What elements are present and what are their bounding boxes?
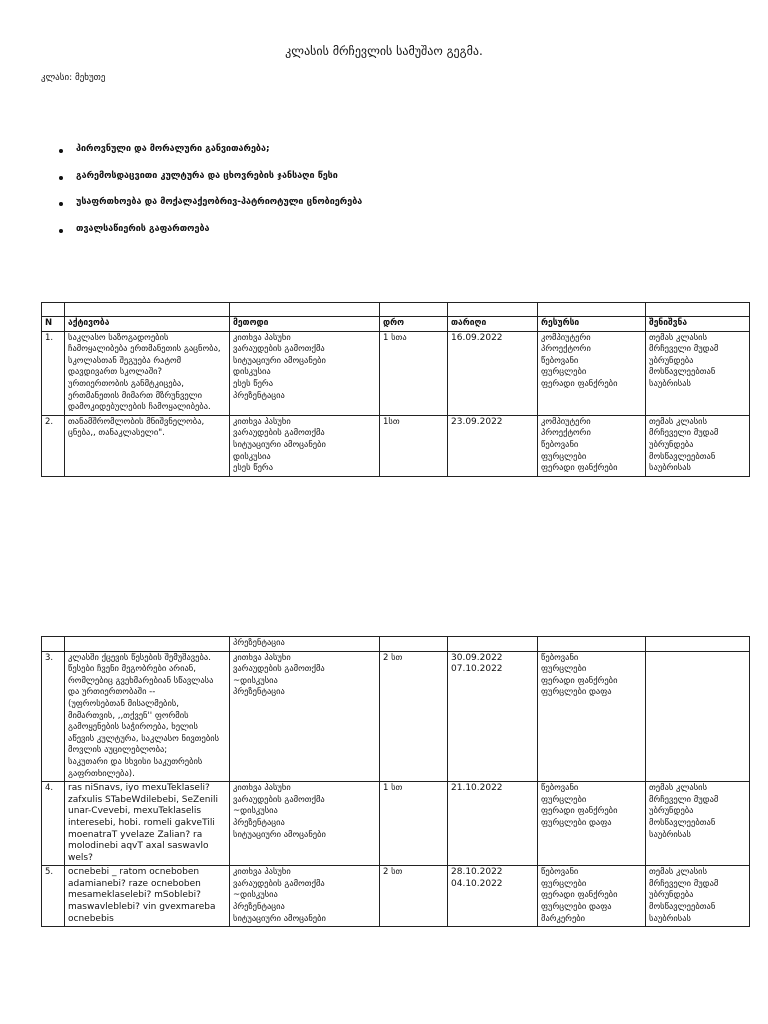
row-resource: კომპიუტერი პროექტორი წებოვანი ფურცლები ფერადი ფანქრები [538, 331, 646, 415]
goal-item: თვალსაწიერის გაფართოება [56, 224, 362, 251]
row-time: 2 სთ [380, 651, 448, 782]
row-number: 5. [42, 866, 65, 927]
row-activity: თანამშრომლობის მნიშვნელობა, ცნება,, თანაკლასელი". [65, 415, 230, 476]
row-date: 23.09.2022 [448, 415, 538, 476]
table-row [42, 782, 750, 866]
row-resource: წებოვანი ფურცლები ფერადი ფანქრები ფურცლები დაფა [538, 782, 646, 866]
table-row [42, 415, 750, 476]
row-note: თემას კლასის მრჩეველი მუდამ უბრუნდება მოსწავლეებთან საუბრისას [646, 782, 750, 866]
row-note: თემას კლასის მრჩეველი მუდამ უბრუნდება მოსწავლეებთან საუბრისას [646, 331, 750, 415]
row-method: კითხვა პასუხი ვარაუდების გამოთქმა სიტუაციური ამოცანები დისკუსია ესეს წერა პრეზენტაცია [230, 331, 380, 415]
row-method: კითხვა პასუხი ვარაუდების გამოთქმა ~დისკუსია პრეზენტაცია სიტუაციური ამოცანები [230, 866, 380, 927]
row-date: 28.10.2022 04.10.2022 [448, 866, 538, 927]
row-resource: წებოვანი ფურცლები ფერადი ფანქრები ფურცლები დაფა მარკერები [538, 866, 646, 927]
row-time: 1 სთა [380, 331, 448, 415]
header-note: შენიშვნა [646, 317, 750, 332]
table-header-row [42, 317, 750, 332]
table-continuation-row [42, 637, 750, 652]
row-note: თემას კლასის მრჩეველი მუდამ უბრუნდება მოსწავლეებთან საუბრისას [646, 415, 750, 476]
row-number: 3. [42, 651, 65, 782]
row-number: 1. [42, 331, 65, 415]
row-time: 1 სთ [380, 782, 448, 866]
goal-item: პიროვნული და მორალური განვითარება; [56, 144, 362, 171]
row-date: 30.09.2022 07.10.2022 [448, 651, 538, 782]
table-row [42, 866, 750, 927]
header-resource: რესურსი [538, 317, 646, 332]
table-spacer-row [42, 303, 750, 317]
goal-item: გარემოსდაცვითი კულტურა და ცხოვრების ჯანსაღი წესი [56, 171, 362, 198]
row-note [646, 651, 750, 782]
row-number: 4. [42, 782, 65, 866]
header-date: თარიღი [448, 317, 538, 332]
header-n: N [42, 317, 65, 332]
goal-item: უსაფრთხოება და მოქალაქეობრივ-პატრიოტული ცნობიერება [56, 197, 362, 224]
table-row [42, 651, 750, 782]
row-activity: საკლასო საზოგადოების ჩამოყალიბება ერთმანეთის გაცნობა, სკოლასთან შეგუება რატომ დავდივართ სკოლაში? ურთიერთობის განმტკიცება, ერთმანეთის მიმართ მზრუნველი დამოკიდებულების ჩამოყალიბება. [65, 331, 230, 415]
row-note: თემას კლასის მრჩეველი მუდამ უბრუნდება მოსწავლეებთან საუბრისას [646, 866, 750, 927]
page-title: კლასის მრჩევლის სამუშაო გეგმა. [285, 44, 483, 58]
row-method: კითხვა პასუხი ვარაუდების გამოთქმა ~დისკუსია პრეზენტაცია სიტუაციური ამოცანები [230, 782, 380, 866]
row-method: პრეზენტაცია [230, 637, 380, 652]
row-date: 16.09.2022 [448, 331, 538, 415]
goals-list [56, 144, 362, 250]
row-activity: კლასში ქცევის წესების შემუშავება. წესები ჩვენი მეგობრები არიან, რომლებიც გვეხმარებიან სწავლასა და ურთიერთობაში -- (უფროსებთან მისალმების, მიმართვის, ,,თქვენ'' ფორმის გამოყენების საჭიროება, ხელის აწევის კულტურა, საკლასო ნივთების მოვლის აუცილებლობა; საკუთარი და სხვისი საკუთრების გაფრთხილება). [65, 651, 230, 782]
row-activity: ras niSnavs, iyo mexuTeklaseli? zafxulis STabeWdilebebi, SeZenili unar-Cvevebi, mexuTeklaselis interesebi, hobi. romeli gakveTili moenatraT yvelaze Zalian? ra molodinebi aqvT axal saswavlo wels? [65, 782, 230, 866]
row-time: 1სთ [380, 415, 448, 476]
row-time: 2 სთ [380, 866, 448, 927]
plan-table-part-2 [41, 636, 750, 927]
header-activity: აქტივობა [65, 317, 230, 332]
row-activity: ocnebebi _ ratom ocneboben adamianebi? raze ocneboben mesameklaselebi? mSoblebi? maswavleblebi? vin gvexmareba ocnebebis [65, 866, 230, 927]
header-method: მეთოდი [230, 317, 380, 332]
row-resource: კომპიუტერი პროექტორი წებოვანი ფურცლები ფერადი ფანქრები [538, 415, 646, 476]
row-method: კითხვა პასუხი ვარაუდების გამოთქმა ~დისკუსია პრეზენტაცია [230, 651, 380, 782]
row-method: კითხვა პასუხი ვარაუდების გამოთქმა სიტუაციური ამოცანები დისკუსია ესეს წერა [230, 415, 380, 476]
row-number: 2. [42, 415, 65, 476]
row-date: 21.10.2022 [448, 782, 538, 866]
header-time: დრო [380, 317, 448, 332]
class-line: კლასი: მეხუთე [41, 73, 106, 83]
row-resource: წებოვანი ფურცლები ფერადი ფანქრები ფურცლები დაფა [538, 651, 646, 782]
plan-table-part-1 [41, 302, 750, 477]
table-row [42, 331, 750, 415]
